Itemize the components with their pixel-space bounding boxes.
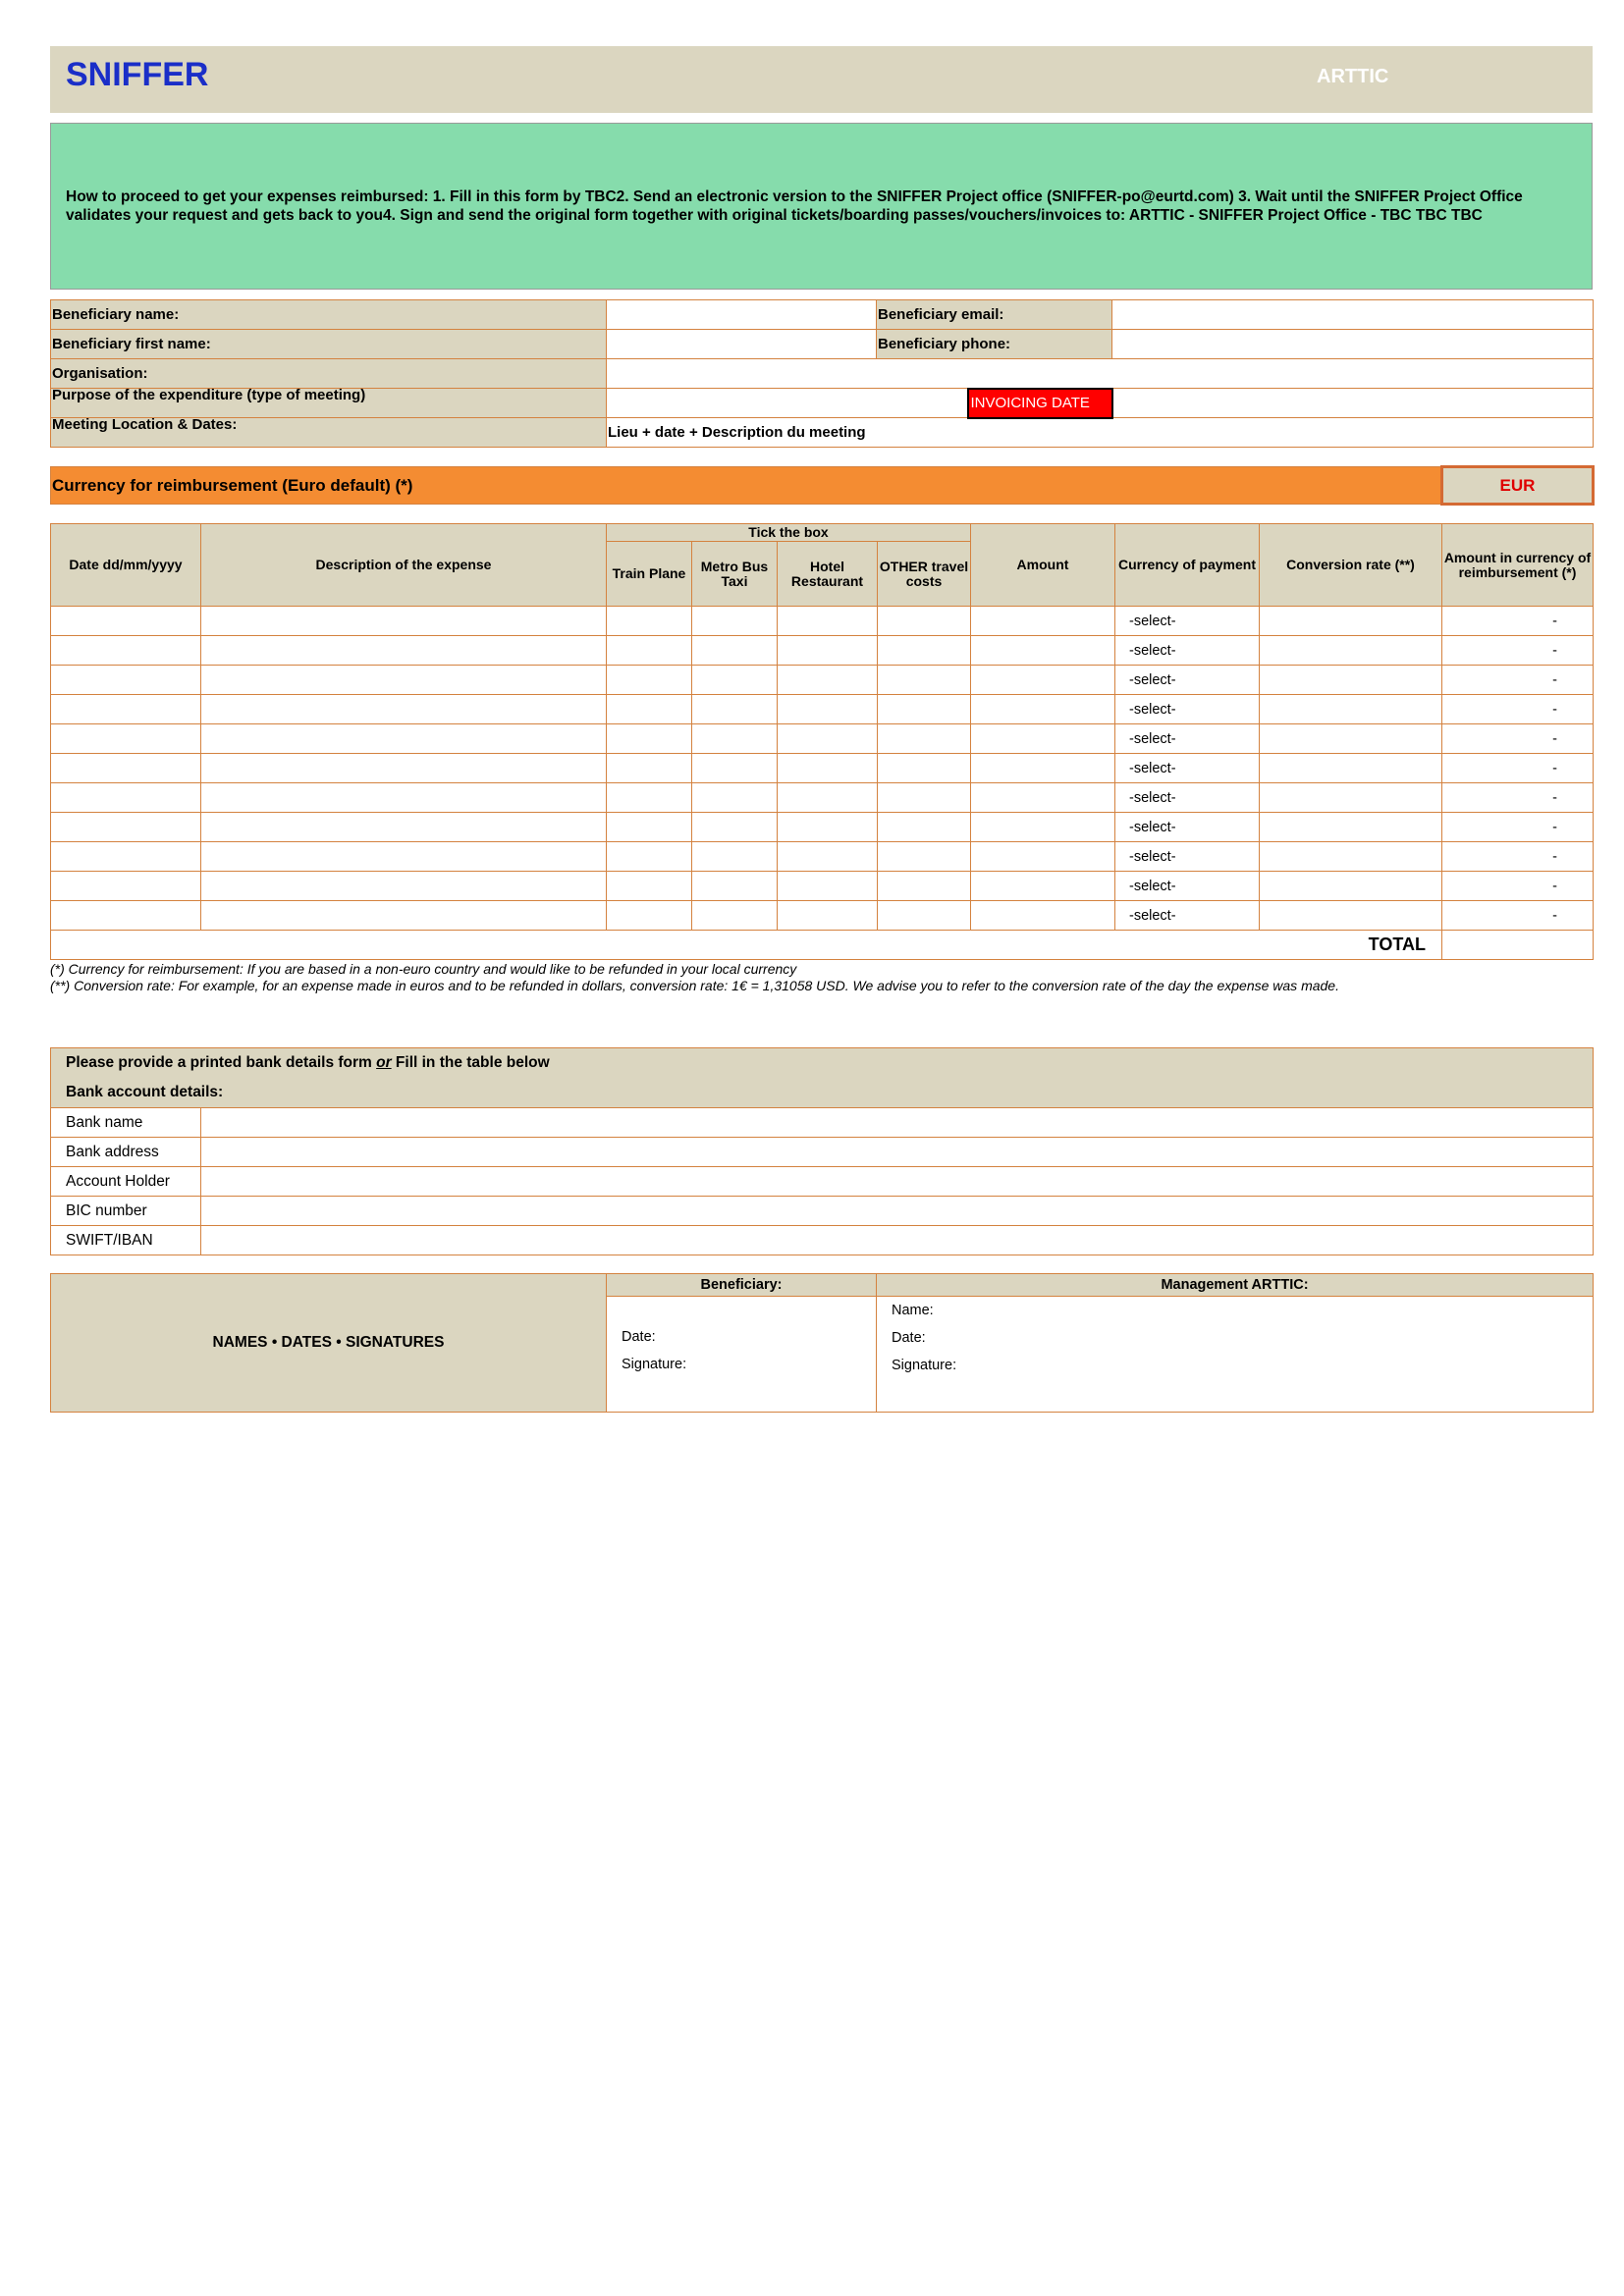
date-cell[interactable] (51, 754, 201, 783)
conversion-rate-cell[interactable] (1260, 724, 1442, 754)
bank-field-input[interactable] (201, 1197, 1594, 1226)
other-travel-checkbox[interactable] (878, 754, 971, 783)
beneficiary-sig-cell[interactable] (607, 1297, 877, 1413)
currency-payment-select[interactable]: -select- (1115, 754, 1260, 783)
hotel-restaurant-checkbox[interactable] (778, 666, 878, 695)
train-plane-checkbox[interactable] (607, 607, 692, 636)
hotel-restaurant-checkbox[interactable] (778, 813, 878, 842)
amount-reimbursement-cell: - (1442, 842, 1594, 872)
date-cell[interactable] (51, 695, 201, 724)
amount-reimbursement-cell: - (1442, 724, 1594, 754)
other-travel-checkbox[interactable] (878, 783, 971, 813)
total-value (1442, 931, 1594, 960)
table-row (51, 901, 1594, 931)
table-row (51, 872, 1594, 901)
table-row (51, 724, 1594, 754)
bank-field-input[interactable] (201, 1138, 1594, 1167)
train-plane-checkbox[interactable] (607, 813, 692, 842)
hotel-restaurant-checkbox[interactable] (778, 783, 878, 813)
date-cell[interactable] (51, 666, 201, 695)
table-row (51, 842, 1594, 872)
hotel-restaurant-checkbox[interactable] (778, 754, 878, 783)
amount-cell[interactable] (971, 842, 1115, 872)
metro-bus-taxi-checkbox[interactable] (692, 842, 778, 872)
amount-reimbursement-cell: - (1442, 783, 1594, 813)
bank-field-input[interactable] (201, 1226, 1594, 1255)
amount-cell[interactable] (971, 636, 1115, 666)
meeting-location-label: Meeting Location & Dates: (51, 418, 607, 448)
date-cell[interactable] (51, 901, 201, 931)
metro-bus-taxi-checkbox[interactable] (692, 754, 778, 783)
table-row (51, 666, 1594, 695)
bank-intro (66, 1048, 1593, 1078)
currency-label: Currency for reimbursement (Euro default) (*) (51, 467, 1442, 505)
description-cell[interactable] (201, 666, 607, 695)
hotel-restaurant-checkbox[interactable] (778, 724, 878, 754)
bank-field-label: BIC number (51, 1197, 201, 1226)
description-cell[interactable] (201, 901, 607, 931)
total-label: TOTAL (51, 931, 1442, 960)
beneficiary-first-name-label: Beneficiary first name: (51, 330, 607, 359)
amount-reimbursement-cell: - (1442, 607, 1594, 636)
date-cell[interactable] (51, 636, 201, 666)
description-cell[interactable] (201, 783, 607, 813)
other-travel-checkbox[interactable] (878, 695, 971, 724)
hotel-restaurant-checkbox[interactable] (778, 872, 878, 901)
col-amount: Amount (971, 524, 1115, 607)
date-cell[interactable] (51, 783, 201, 813)
table-row (51, 754, 1594, 783)
amount-cell[interactable] (971, 872, 1115, 901)
beneficiary-email-field[interactable] (1112, 300, 1594, 330)
management-date-label: Date: (892, 1330, 926, 1346)
table-row (51, 783, 1594, 813)
meeting-location-field[interactable]: Lieu + date + Description du meeting (607, 418, 1594, 448)
bank-intro-prefix: Please provide a printed bank details form (66, 1054, 377, 1071)
col-train-plane: Train Plane (607, 542, 692, 607)
bank-field-label: SWIFT/IBAN (51, 1226, 201, 1255)
train-plane-checkbox[interactable] (607, 872, 692, 901)
amount-reimbursement-cell: - (1442, 872, 1594, 901)
currency-payment-select[interactable]: -select- (1115, 813, 1260, 842)
bank-field-input[interactable] (201, 1167, 1594, 1197)
metro-bus-taxi-checkbox[interactable] (692, 813, 778, 842)
table-row (51, 607, 1594, 636)
purpose-label: Purpose of the expenditure (type of meeting) (51, 389, 607, 418)
management-signature-label: Signature: (892, 1358, 957, 1373)
expenses-table (50, 523, 1594, 960)
other-travel-checkbox[interactable] (878, 666, 971, 695)
beneficiary-signature-label: Signature: (622, 1357, 687, 1372)
beneficiary-name-field[interactable] (607, 300, 877, 330)
organisation-label: Organisation: (51, 359, 607, 389)
currency-payment-select[interactable]: -select- (1115, 636, 1260, 666)
amount-cell[interactable] (971, 695, 1115, 724)
organisation-field[interactable] (607, 359, 1594, 389)
description-cell[interactable] (201, 842, 607, 872)
bank-details-table (50, 1047, 1594, 1255)
date-cell[interactable] (51, 813, 201, 842)
col-other-travel: OTHER travel costs (878, 542, 971, 607)
hotel-restaurant-checkbox[interactable] (778, 636, 878, 666)
description-cell[interactable] (201, 872, 607, 901)
amount-cell[interactable] (971, 901, 1115, 931)
invoicing-date-label: INVOICING DATE (968, 389, 1112, 418)
conversion-rate-cell[interactable] (1260, 901, 1442, 931)
bank-field-input[interactable] (201, 1108, 1594, 1138)
amount-cell[interactable] (971, 607, 1115, 636)
amount-cell[interactable] (971, 724, 1115, 754)
other-travel-checkbox[interactable] (878, 842, 971, 872)
train-plane-checkbox[interactable] (607, 695, 692, 724)
bank-field-label: Account Holder (51, 1167, 201, 1197)
train-plane-checkbox[interactable] (607, 724, 692, 754)
amount-reimbursement-cell: - (1442, 754, 1594, 783)
metro-bus-taxi-checkbox[interactable] (692, 666, 778, 695)
col-hotel-restaurant: Hotel Restaurant (778, 542, 878, 607)
bank-row (51, 1197, 1594, 1226)
col-amount-reimbursement: Amount in currency of reimbursement (*) (1442, 524, 1594, 607)
management-name-label: Name: (892, 1303, 934, 1318)
description-cell[interactable] (201, 724, 607, 754)
col-description: Description of the expense (201, 524, 607, 607)
beneficiary-phone-label: Beneficiary phone: (877, 330, 1112, 359)
amount-reimbursement-cell: - (1442, 695, 1594, 724)
org-title: ARTTIC (1317, 66, 1389, 87)
currency-payment-select[interactable]: -select- (1115, 872, 1260, 901)
conversion-rate-cell[interactable] (1260, 872, 1442, 901)
amount-reimbursement-cell: - (1442, 813, 1594, 842)
col-metro-bus-taxi: Metro Bus Taxi (692, 542, 778, 607)
metro-bus-taxi-checkbox[interactable] (692, 607, 778, 636)
other-travel-checkbox[interactable] (878, 901, 971, 931)
conversion-rate-cell[interactable] (1260, 666, 1442, 695)
currency-payment-select[interactable]: -select- (1115, 724, 1260, 754)
date-cell[interactable] (51, 842, 201, 872)
col-date: Date dd/mm/yyyy (51, 524, 201, 607)
footnote-conversion: (**) Conversion rate: For example, for an expense made in euros and to be refunded in dollars, conversion rate: 1€ = 1,31058 USD. We advise you to refer to the conversion rate of the day the expense was made. (50, 978, 1339, 993)
conversion-rate-cell[interactable] (1260, 754, 1442, 783)
other-travel-checkbox[interactable] (878, 872, 971, 901)
train-plane-checkbox[interactable] (607, 842, 692, 872)
currency-payment-select[interactable]: -select- (1115, 695, 1260, 724)
currency-payment-select[interactable]: -select- (1115, 901, 1260, 931)
currency-payment-select[interactable]: -select- (1115, 607, 1260, 636)
management-sig-header: Management ARTTIC: (877, 1274, 1594, 1297)
bank-field-label: Bank name (51, 1108, 201, 1138)
bank-title: Bank account details: (66, 1084, 224, 1100)
footnote-currency: (*) Currency for reimbursement: If you are based in a non-euro country and would like to be refunded in your local currency (50, 961, 797, 977)
train-plane-checkbox[interactable] (607, 783, 692, 813)
metro-bus-taxi-checkbox[interactable] (692, 783, 778, 813)
bank-row (51, 1226, 1594, 1255)
currency-payment-select[interactable]: -select- (1115, 842, 1260, 872)
train-plane-checkbox[interactable] (607, 636, 692, 666)
col-currency-payment: Currency of payment (1115, 524, 1260, 607)
invoicing-date-field[interactable] (1112, 389, 1594, 418)
signatures-table (50, 1273, 1594, 1413)
table-row (51, 695, 1594, 724)
instructions-box (50, 123, 1593, 290)
bank-intro-or: or (376, 1054, 392, 1071)
col-tick-box: Tick the box (607, 524, 971, 542)
hotel-restaurant-checkbox[interactable] (778, 842, 878, 872)
amount-cell[interactable] (971, 754, 1115, 783)
train-plane-checkbox[interactable] (607, 901, 692, 931)
beneficiary-phone-field[interactable] (1112, 330, 1594, 359)
currency-payment-select[interactable]: -select- (1115, 783, 1260, 813)
bank-row (51, 1138, 1594, 1167)
bank-row (51, 1108, 1594, 1138)
beneficiary-sig-header: Beneficiary: (607, 1274, 877, 1297)
bank-intro-suffix: Fill in the table below (391, 1054, 550, 1071)
instructions-text: How to proceed to get your expenses reimbursed: 1. Fill in this form by TBC2. Send an electronic version to the SNIFFER Project office (SNIFFER-po@eurtd.com) 3. Wait until the SNIFFER Project Office validates your request and gets back to you4. Sign and send the original form together with original tickets/boarding passes/vouchers/invoices to: ARTTIC - SNIFFER Project Office - TBC TBC TBC (66, 188, 1523, 224)
beneficiary-date-label: Date: (622, 1329, 656, 1345)
date-cell[interactable] (51, 872, 201, 901)
beneficiary-first-name-field[interactable] (607, 330, 877, 359)
currency-table (50, 465, 1595, 506)
conversion-rate-cell[interactable] (1260, 783, 1442, 813)
beneficiary-info-table (50, 299, 1594, 448)
management-sig-cell[interactable] (877, 1297, 1594, 1413)
bank-header (51, 1048, 1594, 1108)
description-cell[interactable] (201, 607, 607, 636)
table-row (51, 636, 1594, 666)
amount-cell[interactable] (971, 783, 1115, 813)
amount-reimbursement-cell: - (1442, 666, 1594, 695)
conversion-rate-cell[interactable] (1260, 695, 1442, 724)
amount-reimbursement-cell: - (1442, 636, 1594, 666)
description-cell[interactable] (201, 813, 607, 842)
metro-bus-taxi-checkbox[interactable] (692, 695, 778, 724)
footnotes (50, 961, 1593, 994)
train-plane-checkbox[interactable] (607, 666, 692, 695)
metro-bus-taxi-checkbox[interactable] (692, 872, 778, 901)
metro-bus-taxi-checkbox[interactable] (692, 901, 778, 931)
description-cell[interactable] (201, 636, 607, 666)
conversion-rate-cell[interactable] (1260, 607, 1442, 636)
conversion-rate-cell[interactable] (1260, 813, 1442, 842)
header-bar (50, 46, 1593, 113)
hotel-restaurant-checkbox[interactable] (778, 901, 878, 931)
bank-row (51, 1167, 1594, 1197)
date-cell[interactable] (51, 724, 201, 754)
conversion-rate-cell[interactable] (1260, 842, 1442, 872)
other-travel-checkbox[interactable] (878, 813, 971, 842)
conversion-rate-cell[interactable] (1260, 636, 1442, 666)
date-cell[interactable] (51, 607, 201, 636)
amount-reimbursement-cell: - (1442, 901, 1594, 931)
hotel-restaurant-checkbox[interactable] (778, 695, 878, 724)
beneficiary-name-label: Beneficiary name: (51, 300, 607, 330)
currency-select[interactable]: EUR (1442, 467, 1594, 505)
other-travel-checkbox[interactable] (878, 724, 971, 754)
description-cell[interactable] (201, 754, 607, 783)
project-title: SNIFFER (66, 56, 209, 93)
amount-cell[interactable] (971, 666, 1115, 695)
train-plane-checkbox[interactable] (607, 754, 692, 783)
purpose-field[interactable] (607, 389, 968, 418)
description-cell[interactable] (201, 695, 607, 724)
col-conversion-rate: Conversion rate (**) (1260, 524, 1442, 607)
bank-field-label: Bank address (51, 1138, 201, 1167)
beneficiary-email-label: Beneficiary email: (877, 300, 1112, 330)
expense-form (50, 46, 1593, 1413)
currency-payment-select[interactable]: -select- (1115, 666, 1260, 695)
amount-cell[interactable] (971, 813, 1115, 842)
metro-bus-taxi-checkbox[interactable] (692, 724, 778, 754)
other-travel-checkbox[interactable] (878, 636, 971, 666)
hotel-restaurant-checkbox[interactable] (778, 607, 878, 636)
table-row (51, 813, 1594, 842)
metro-bus-taxi-checkbox[interactable] (692, 636, 778, 666)
other-travel-checkbox[interactable] (878, 607, 971, 636)
signatures-label: NAMES • DATES • SIGNATURES (51, 1274, 607, 1413)
